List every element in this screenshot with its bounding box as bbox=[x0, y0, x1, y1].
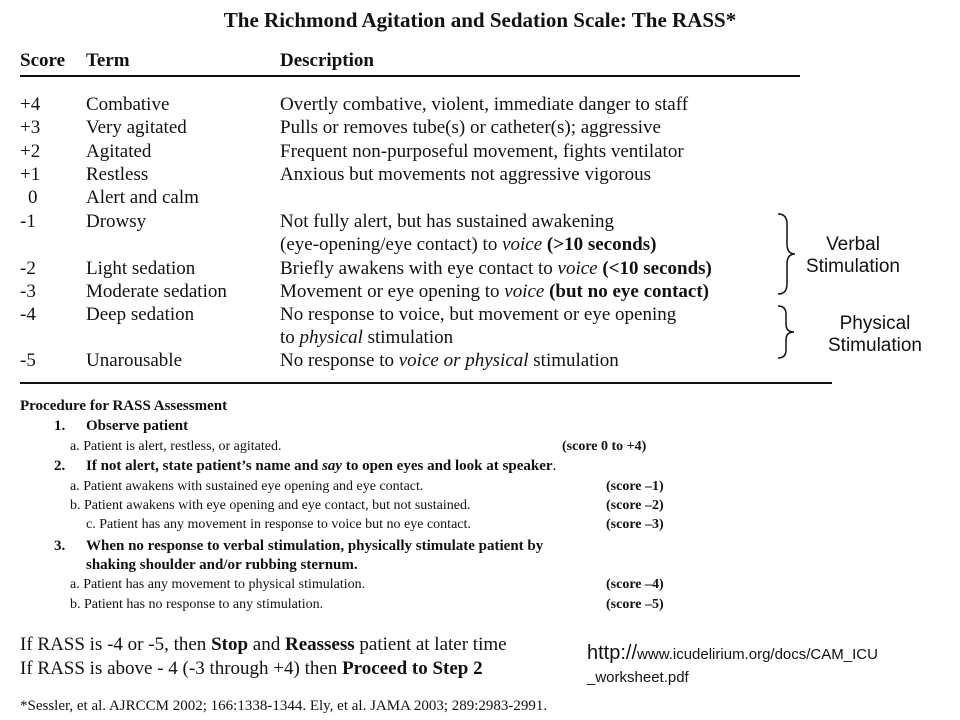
step-number: 1. bbox=[54, 418, 66, 434]
step-sub-score: (score –1) bbox=[606, 479, 664, 494]
step-sub-score: (score –5) bbox=[606, 597, 664, 612]
header-description: Description bbox=[280, 50, 374, 71]
footnote: *Sessler, et al. AJRCCM 2002; 166:1338-1344. Ely, et al. JAMA 2003; 289:2983-2991. bbox=[20, 698, 548, 714]
step-sub-score: (score –2) bbox=[606, 498, 664, 513]
description-cell: No response to voice, but movement or eye opening bbox=[280, 304, 677, 325]
description-cell: Movement or eye opening to voice (but no eye contact) bbox=[280, 281, 709, 302]
step-sub-item: a. Patient is alert, restless, or agitated. bbox=[70, 439, 282, 454]
term-cell: Restless bbox=[86, 164, 149, 185]
term-cell: Unarousable bbox=[86, 350, 183, 371]
header-score: Score bbox=[20, 50, 66, 71]
step-number: 3. bbox=[54, 538, 66, 554]
description-cell: Anxious but movements not aggressive vigorous bbox=[280, 164, 651, 185]
step-sub-item: a. Patient awakens with sustained eye opening and eye contact. bbox=[70, 479, 424, 494]
score-cell: +1 bbox=[20, 164, 41, 185]
procedure-title: Procedure for RASS Assessment bbox=[20, 398, 228, 414]
description-cell: No response to voice or physical stimulation bbox=[280, 350, 619, 371]
term-cell: Deep sedation bbox=[86, 304, 195, 325]
step-sub-score: (score 0 to +4) bbox=[562, 439, 647, 454]
step-sub-item: b. Patient has no response to any stimulation. bbox=[70, 597, 324, 612]
step-sub-score: (score –3) bbox=[606, 517, 664, 532]
term-cell: Very agitated bbox=[86, 117, 187, 138]
step-number: 2. bbox=[54, 458, 66, 474]
step-sub-item: a. Patient has any movement to physical stimulation. bbox=[70, 577, 366, 592]
physical-stimulation-label: Physical Stimulation bbox=[828, 313, 922, 356]
score-cell: -4 bbox=[20, 304, 36, 325]
score-cell: +2 bbox=[20, 141, 41, 162]
score-cell: 0 bbox=[28, 187, 38, 208]
step-text: Observe patient bbox=[86, 418, 189, 434]
term-cell: Drowsy bbox=[86, 211, 147, 232]
step-sub-score: (score –4) bbox=[606, 577, 664, 592]
description-cell: Frequent non-purposeful movement, fights ventilator bbox=[280, 141, 684, 162]
term-cell: Alert and calm bbox=[86, 187, 199, 208]
description-cell-continued: to physical stimulation bbox=[280, 327, 454, 348]
score-cell: -1 bbox=[20, 211, 36, 232]
step-text: If not alert, state patient’s name and say to open eyes and look at speaker. bbox=[86, 458, 557, 474]
verbal-stimulation-label: Verbal Stimulation bbox=[806, 234, 900, 277]
score-cell: -3 bbox=[20, 281, 36, 302]
source-url: http://www.icudelirium.org/docs/CAM_ICU _worksheet.pdf bbox=[587, 642, 878, 686]
table-bottom-rule bbox=[20, 382, 832, 384]
description-cell-continued: (eye-opening/eye contact) to voice (>10 seconds) bbox=[280, 234, 657, 255]
score-cell: -2 bbox=[20, 258, 36, 279]
header-rule bbox=[20, 75, 800, 77]
step-text-continued: shaking shoulder and/or rubbing sternum. bbox=[86, 557, 358, 573]
score-cell: +4 bbox=[20, 94, 41, 115]
physical-brace-icon bbox=[775, 304, 799, 360]
score-cell: -5 bbox=[20, 350, 36, 371]
term-cell: Combative bbox=[86, 94, 170, 115]
step-text: When no response to verbal stimulation, physically stimulate patient by bbox=[86, 538, 544, 554]
term-cell: Agitated bbox=[86, 141, 152, 162]
description-cell: Pulls or removes tube(s) or catheter(s); aggressive bbox=[280, 117, 661, 138]
step-sub-item: b. Patient awakens with eye opening and eye contact, but not sustained. bbox=[70, 498, 471, 513]
score-cell: +3 bbox=[20, 117, 41, 138]
term-cell: Light sedation bbox=[86, 258, 196, 279]
instruction-line: If RASS is -4 or -5, then Stop and Reassess patient at later time bbox=[20, 634, 507, 655]
description-cell: Overtly combative, violent, immediate danger to staff bbox=[280, 94, 689, 115]
page-title: The Richmond Agitation and Sedation Scale: The RASS* bbox=[223, 8, 737, 32]
step-sub-item: c. Patient has any movement in response to voice but no eye contact. bbox=[86, 517, 471, 532]
verbal-brace-icon bbox=[775, 212, 799, 296]
description-cell: Briefly awakens with eye contact to voice (<10 seconds) bbox=[280, 258, 712, 279]
instruction-line: If RASS is above - 4 (-3 through +4) then Proceed to Step 2 bbox=[20, 658, 483, 679]
term-cell: Moderate sedation bbox=[86, 281, 227, 302]
description-cell: Not fully alert, but has sustained awakening bbox=[280, 211, 615, 232]
header-term: Term bbox=[86, 50, 130, 71]
